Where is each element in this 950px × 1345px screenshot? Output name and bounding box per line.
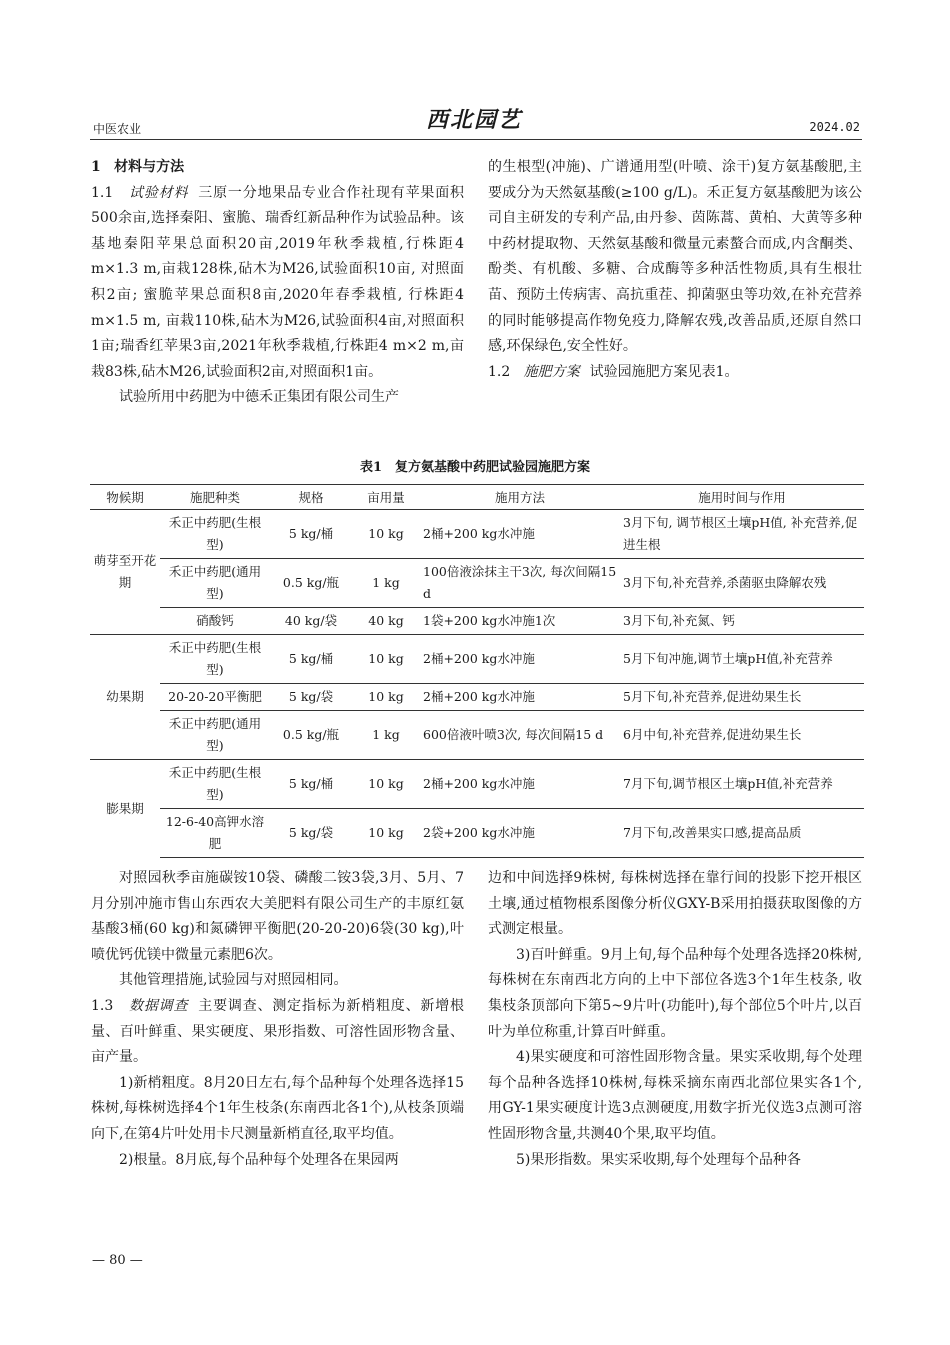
type-cell: 12-6-40高钾水溶肥 bbox=[160, 809, 270, 858]
spec-cell: 0.5 kg/瓶 bbox=[270, 559, 352, 608]
subsection-title: 施肥方案 bbox=[523, 363, 580, 380]
table-row bbox=[90, 684, 864, 711]
time-cell: 6月中旬,补充营养,促进幼果生长 bbox=[620, 711, 864, 760]
dose-cell: 10 kg bbox=[352, 760, 420, 809]
table-row bbox=[90, 510, 864, 559]
time-cell: 7月下旬,改善果实口感,提高品质 bbox=[620, 809, 864, 858]
period-cell: 幼果期 bbox=[90, 635, 160, 760]
paragraph-text: 主要调查、测定指标为新梢粗度、新增根量、百叶鲜重、果实硬度、果形指数、可溶性固形物含量、亩产量。 bbox=[91, 997, 465, 1066]
method-cell: 2桶+200 kg水冲施 bbox=[420, 760, 620, 809]
col-header: 施用时间与作用 bbox=[620, 485, 864, 510]
section-heading-1 bbox=[91, 155, 464, 181]
time-cell: 5月下旬,补充营养,促进幼果生长 bbox=[620, 684, 864, 711]
method-cell: 600倍液叶喷3次, 每次间隔15 d bbox=[420, 711, 620, 760]
dose-cell: 1 kg bbox=[352, 711, 420, 760]
left-column-top bbox=[91, 155, 464, 411]
paragraph-root: 2)根量。8月底,每个品种每个处理各在果园两 bbox=[119, 1151, 399, 1168]
dose-cell: 10 kg bbox=[352, 684, 420, 711]
paragraph-1-3 bbox=[91, 994, 464, 1071]
section-number: 1 bbox=[91, 159, 101, 175]
right-column-top bbox=[488, 155, 862, 385]
subsection-number: 1.2 bbox=[488, 363, 511, 380]
method-cell: 1袋+200 kg水冲施1次 bbox=[420, 608, 620, 635]
fertilization-table bbox=[90, 484, 864, 858]
table-row bbox=[90, 559, 864, 608]
spec-cell: 5 kg/袋 bbox=[270, 684, 352, 711]
paragraph-leaf: 3)百叶鲜重。9月上旬,每个品种每个处理各选择20株树,每株树在东南西北方向的上中下部位各选3个1年生枝条, 收集枝条顶部向下第5~9片叶(功能叶),每个部位5个叶片,以百叶为单位称重,计算百叶鲜重。 bbox=[488, 946, 862, 1040]
spec-cell: 5 kg/桶 bbox=[270, 760, 352, 809]
type-cell: 禾正中药肥(通用型) bbox=[160, 559, 270, 608]
subsection-number: 1.1 bbox=[91, 184, 114, 201]
type-cell: 硝酸钙 bbox=[160, 608, 270, 635]
paragraph-shape: 5)果形指数。果实采收期,每个处理每个品种各 bbox=[516, 1151, 801, 1168]
header-rule bbox=[90, 139, 862, 140]
table-row bbox=[90, 635, 864, 684]
journal-logo: 西北园艺 bbox=[426, 107, 523, 133]
method-cell: 2桶+200 kg水冲施 bbox=[420, 510, 620, 559]
type-cell: 禾正中药肥(生根型) bbox=[160, 635, 270, 684]
time-cell: 3月下旬,补充营养,杀菌驱虫降解农残 bbox=[620, 559, 864, 608]
subsection-title: 数据调查 bbox=[129, 997, 189, 1014]
spec-cell: 40 kg/袋 bbox=[270, 608, 352, 635]
table-row bbox=[90, 608, 864, 635]
paragraph-materials: 试验所用中药肥为中德禾正集团有限公司生产 bbox=[119, 389, 399, 406]
dose-cell: 10 kg bbox=[352, 510, 420, 559]
time-cell: 3月下旬, 调节根区土壤pH值, 补充营养,促进生根 bbox=[620, 510, 864, 559]
type-cell: 20-20-20平衡肥 bbox=[160, 684, 270, 711]
col-header: 规格 bbox=[270, 485, 352, 510]
col-header: 施肥种类 bbox=[160, 485, 270, 510]
paragraph-management: 其他管理措施,试验园与对照园相同。 bbox=[119, 972, 348, 989]
time-cell: 7月下旬,调节根区土壤pH值,补充营养 bbox=[620, 760, 864, 809]
method-cell: 2袋+200 kg水冲施 bbox=[420, 809, 620, 858]
period-cell: 膨果期 bbox=[90, 760, 160, 858]
paragraph-control: 对照园秋季亩施碳铵10袋、磷酸二铵3袋,3月、5月、7月分别冲施市售山东西农大美肥料有限公司生产的丰原红氨基酸3桶(60 kg)和氮磷钾平衡肥(20-20-20)6袋(30 kg),叶喷优钙优镁中微量元素肥6次。 bbox=[91, 870, 464, 963]
issue-date: 2024.02 bbox=[809, 120, 860, 134]
paragraph-1-2 bbox=[488, 360, 862, 386]
type-cell: 禾正中药肥(生根型) bbox=[160, 760, 270, 809]
section-title: 材料与方法 bbox=[114, 159, 185, 175]
spec-cell: 5 kg/袋 bbox=[270, 809, 352, 858]
paragraph-fertilizer: 的生根型(冲施)、广谱通用型(叶喷、涂干)复方氨基酸肥,主要成分为天然氨基酸(≥100 g/L)。禾正复方氨基酸肥为该公司自主研发的专利产品,由丹参、茵陈蒿、黄柏、大黄等多种中药材提取物、天然氨基酸和微量元素螯合而成,内含酮类、酚类、有机酸、多糖、合成酶等多种活性物质,具有生根壮苗、预防土传病害、高抗重茬、抑菌驱虫等功效,在补充营养的同时能够提高作物免疫力,降解农残,改善品质,还原自然口感,环保绿色,安全性好。 bbox=[488, 159, 862, 355]
col-header: 物候期 bbox=[90, 485, 160, 510]
dose-cell: 1 kg bbox=[352, 559, 420, 608]
page-number: — 80 — bbox=[92, 1253, 143, 1268]
method-cell: 100倍液涂抹主干3次, 每次间隔15 d bbox=[420, 559, 620, 608]
method-cell: 2桶+200 kg水冲施 bbox=[420, 684, 620, 711]
col-header: 施用方法 bbox=[420, 485, 620, 510]
dose-cell: 40 kg bbox=[352, 608, 420, 635]
left-column-bottom bbox=[91, 866, 464, 1173]
spec-cell: 5 kg/桶 bbox=[270, 510, 352, 559]
paragraph-shoot: 1)新梢粗度。8月20日左右,每个品种每个处理各选择15株树,每株树选择4个1年生枝条(东南西北各1个),从枝条顶端向下,在第4片叶处用卡尺测量新梢直径,取平均值。 bbox=[91, 1074, 464, 1142]
time-cell: 5月下旬冲施,调节土壤pH值,补充营养 bbox=[620, 635, 864, 684]
spec-cell: 0.5 kg/瓶 bbox=[270, 711, 352, 760]
paragraph-text: 三原一分地果品专业合作社现有苹果面积500余亩,选择秦阳、蜜脆、瑞香红新品种作为试验品种。该基地秦阳苹果总面积20亩,2019年秋季栽植,行株距4 m×1.3 m,亩栽128株,砧木为M26,试验面积10亩, 对照面积2亩; 蜜脆苹果总面积8亩,2020年春季栽植, 行株距4 m×1.5 m, 亩栽110株,砧木为M26,试验面积4亩,对照面积1亩;瑞香红苹果3亩,2021年秋季栽植,行株距4 m×2 m,亩栽83株,砧木M26,试验面积2亩,对照面积1亩。 bbox=[91, 184, 465, 380]
type-cell: 禾正中药肥(通用型) bbox=[160, 711, 270, 760]
type-cell: 禾正中药肥(生根型) bbox=[160, 510, 270, 559]
spec-cell: 5 kg/桶 bbox=[270, 635, 352, 684]
method-cell: 2桶+200 kg水冲施 bbox=[420, 635, 620, 684]
paragraph-firmness: 4)果实硬度和可溶性固形物含量。果实采收期,每个处理每个品种各选择10株树,每株采摘东南西北部位果实各1个, 用GY-1果实硬度计选3点测硬度,用数字折光仪选3点测可溶性固形物含量,共测40个果,取平均值。 bbox=[488, 1049, 862, 1142]
dose-cell: 10 kg bbox=[352, 809, 420, 858]
right-column-bottom bbox=[488, 866, 862, 1173]
period-cell: 萌芽至开花期 bbox=[90, 510, 160, 635]
time-cell: 3月下旬,补充氮、钙 bbox=[620, 608, 864, 635]
table-row bbox=[90, 711, 864, 760]
table-row bbox=[90, 809, 864, 858]
dose-cell: 10 kg bbox=[352, 635, 420, 684]
paragraph-text: 试验园施肥方案见表1。 bbox=[589, 363, 739, 380]
subsection-title: 试验材料 bbox=[129, 184, 189, 201]
subsection-number: 1.3 bbox=[91, 997, 114, 1014]
journal-section: 中医农业 bbox=[93, 122, 142, 136]
table-caption: 表1 复方氨基酸中药肥试验园施肥方案 bbox=[359, 460, 591, 475]
paragraph-1-1 bbox=[91, 181, 464, 386]
table-header-row bbox=[90, 485, 864, 510]
col-header: 亩用量 bbox=[352, 485, 420, 510]
paragraph-root-cont: 边和中间选择9株树, 每株树选择在靠行间的投影下挖开根区土壤,通过植物根系图像分析仪GXY-B采用拍摄获取图像的方式测定根量。 bbox=[488, 870, 862, 938]
table-row bbox=[90, 760, 864, 809]
